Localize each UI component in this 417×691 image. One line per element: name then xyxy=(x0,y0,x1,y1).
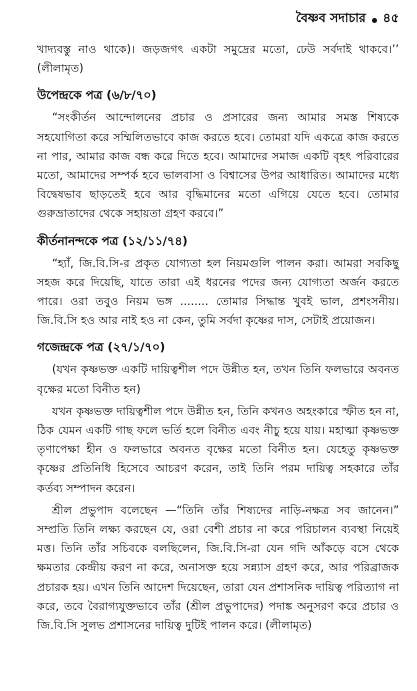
paragraph-prabhupada-quote: শ্রীল প্রভুপাদ বলেছেন —“তিনি তাঁর শিষ্যদের নাড়ি-নক্ষত্র সব জানেন।” সম্প্রতি তিনি লক্ষ্য করছেন যে, ওরা বেশী প্রচার না করে পরিচালন ব্যবস্থা নিয়েই মত্ত। তিনি তাঁর সচিবকে বলছিলেন, জি.বি.সি-রা যেন গদি আঁকড়ে বসে থেকে ক্ষমতার কেন্দ্রীয় করণ না করে, অনাসক্ত হয়ে সন্ন্যাস গ্রহণ করে, আর পরিব্রাজক প্রচারক হয়। এখন তিনি আদেশ দিয়েছেন, তারা যেন প্রশাসনিক দায়িত্ব পরিত্যাগ না করে, তবে বৈরাগ্যযুক্তভাবে তাঁর (শ্রীল প্রভুপাদের) পদাঙ্ক অনুসরণ করে প্রচার ও জি.বি.সি সুলভ প্রশাসনের দায়িত্ব দুটিই পালন করে। (লীলামৃত) xyxy=(37,503,399,633)
header-title: বৈষ্ণব সদাচার xyxy=(295,10,366,25)
running-header xyxy=(296,10,399,30)
page-number: ৪৫ xyxy=(382,10,399,25)
paragraph-continuation: খাদ্যবস্তু নাও থাকে)। জড়জগৎ একটা সমুদ্রের মতো, ঢেউ সর্বদাই থাকবে।’’ (লীলামৃত) xyxy=(37,43,399,76)
bullet-dot-icon xyxy=(372,18,377,23)
paragraph-letter-gajendra-body: যখন কৃষ্ণভক্ত দায়িত্বশীল পদে উন্নীত হন, তিনি কখনও অহংকারে স্ফীত হন না, ঠিক যেমন একটি গাছ ফলে ভর্তি হলে বিনীত এবং নীচু হয়ে যায়। মহাত্মা কৃষ্ণভক্ত তৃণাপেক্ষা হীন ও ফলভারে অবনত বৃক্ষের মতো বিনীত হন। যেহেতু কৃষ্ণভক্ত কৃষ্ণের প্রতিনিধি হিসেবে আচরণ করেন, তাই তিনি পরম দায়িত্ব সহকারে তাঁর কর্তব্য সম্পাদন করেন। xyxy=(37,404,399,495)
heading-letter-gajendra: গজেন্দ্রকে পত্র (২৭/১/৭০) xyxy=(37,340,166,355)
paragraph-letter-upendra: “সংকীর্তন আন্দোলনের প্রচার ও প্রসারের জন্য আমার সমস্ত শিষ্যকে সহযোগিতা করে সম্মিলিতভাবে কাজ করতে হবে। তোমরা যদি একত্রে কাজ করতে না পার, আমার কাজ বন্ধ করে দিতে হবে। আমাদের সমাজ একটি বৃহৎ পরিবারের মতো, আমাদের সম্পর্ক হবে ভালবাসা ও বিশ্বাসের উপর আধারিত। আমাদের মধ্যে বিদ্বেষভাব ছাড়তেই হবে আর বৃদ্ধিমানের মতো এগিয়ে যেতে হবে। তোমার গুরুভ্রাতাদের থেকে সহায়তা গ্রহণ করবে।” xyxy=(37,111,399,221)
page-body xyxy=(37,40,399,635)
heading-letter-upendra: উপেন্দ্রকে পত্র (৬/৮/৭০) xyxy=(37,88,157,103)
paragraph-letter-kirtanananda: “হ্যাঁ, জি.বি.সি-র প্রকৃত যোগ্যতা হল নিয়মগুলি পালন করা। আমরা সবকিছু সহজ করে দিয়েছি, যাতে তারা এই ধরনের পদের জন্য যোগ্যতা অর্জন করতে পারে। ওরা তবুও নিয়ম ভঙ্গ ........ তোমার সিদ্ধান্ত খুবই ভাল, প্রশংসনীয়। জি.বি.সি হও আর নাই হও না কেন, তুমি সর্বদা কৃষ্ণের দাস, সেটাই প্রয়োজন। xyxy=(37,256,399,328)
paragraph-letter-gajendra-summary: (যখন কৃষ্ণভক্ত একটি দায়িত্বশীল পদে উন্নীত হন, তখন তিনি ফলভারে অবনত বৃক্ষের মতো বিনীত হন) xyxy=(37,363,399,396)
heading-letter-kirtanananda: কীর্তনানন্দকে পত্র (১২/১১/৭৪) xyxy=(37,233,188,248)
